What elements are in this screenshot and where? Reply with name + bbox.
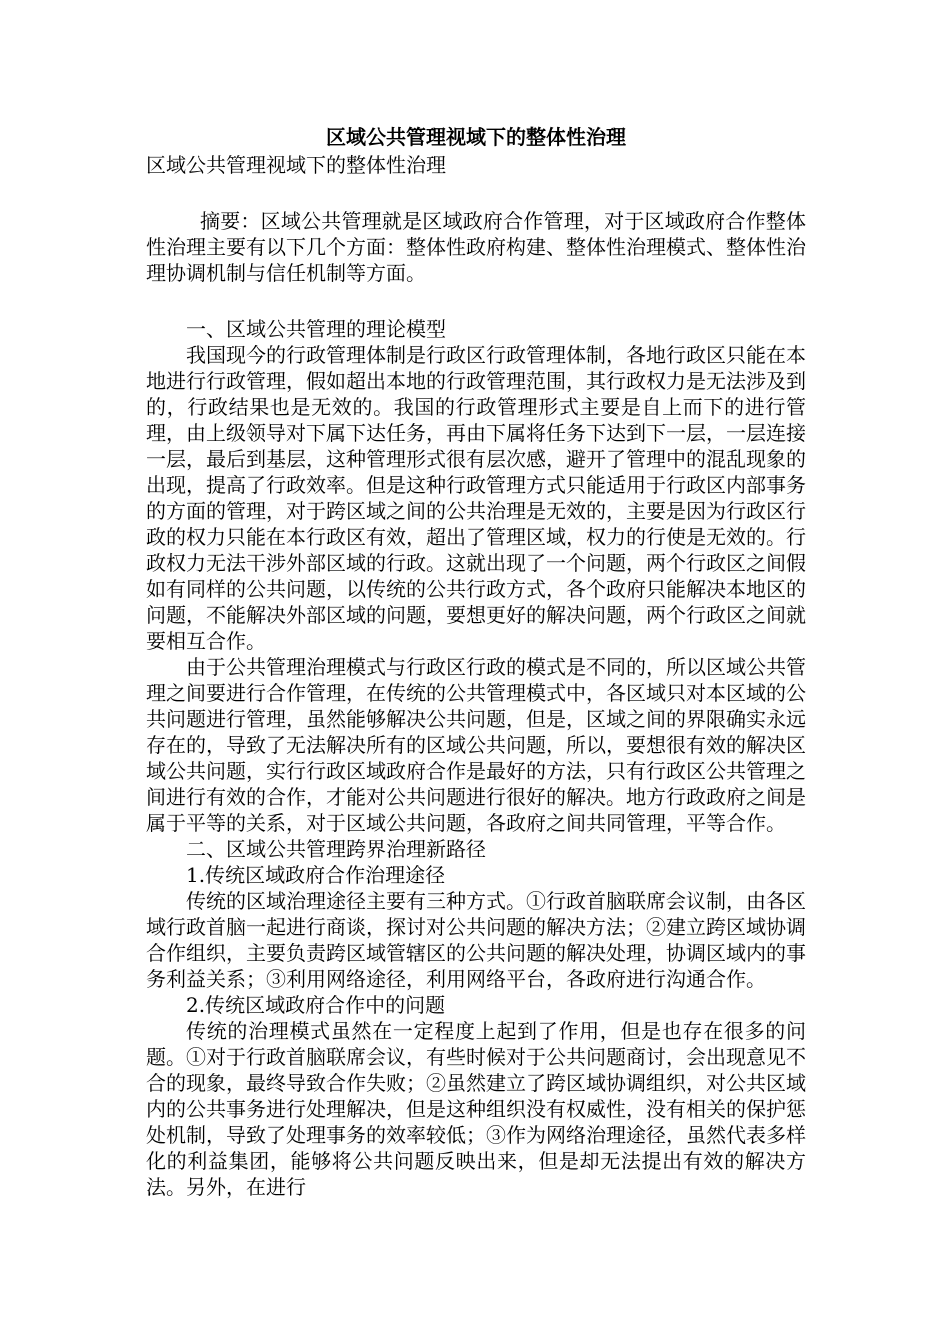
document-title: 区域公共管理视域下的整体性治理 [326, 125, 626, 149]
body-paragraph: 传统的治理模式虽然在一定程度上起到了作用，但是也存在很多的问题。①对于行政首脑联席会议，有些时候对于公共问题商讨，会出现意见不合的现象，最终导致合作失败；②虽然建立了跨区域协调组织，对公共区域内的公共事务进行处理解决，但是这种组织没有权威性，没有相关的保护惩处机制，导致了处理事务的效率较低；③作为网络治理途径，虽然代表多样化的利益集团，能够将公共问题反映出来，但是却无法提出有效的解决方法。另外，在进行 [146, 1019, 806, 1199]
body-paragraph: 传统的区域治理途径主要有三种方式。①行政首脑联席会议制，由各区域行政首脑一起进行商谈，探讨对公共问题的解决方法；②建立跨区域协调合作组织，主要负责跨区域管辖区的公共问题的解决处理，协调区域内的事务利益关系；③利用网络途径，利用网络平台，各政府进行沟通合作。 [146, 889, 806, 991]
subsection-heading-1: 1.传统区域政府合作治理途径 [186, 863, 446, 887]
document-page [146, 122, 806, 1200]
section-heading-1: 一、区域公共管理的理论模型 [186, 317, 446, 341]
paragraph-spacer [146, 286, 806, 316]
abstract-paragraph: 摘要：区域公共管理就是区域政府合作管理，对于区域政府合作整体性治理主要有以下几个方面：整体性政府构建、整体性治理模式、整体性治理协调机制与信任机制等方面。 [146, 209, 806, 285]
subsection-heading-2: 2.传统区域政府合作中的问题 [186, 993, 446, 1017]
document-subtitle: 区域公共管理视域下的整体性治理 [146, 153, 446, 177]
body-paragraph: 由于公共管理治理模式与行政区行政的模式是不同的，所以区域公共管理之间要进行合作管理，在传统的公共管理模式中，各区域只对本区域的公共问题进行管理，虽然能够解决公共问题，但是，区域之间的界限确实永远存在的，导致了无法解决所有的区域公共问题，所以，要想很有效的解决区域公共问题，实行行政区域政府合作是最好的方法，只有行政区公共管理之间进行有效的合作，才能对公共问题进行很好的解决。地方行政政府之间是属于平等的关系，对于区域公共问题，各政府之间共同管理，平等合作。 [146, 655, 806, 835]
body-paragraph: 我国现今的行政管理体制是行政区行政管理体制，各地行政区只能在本地进行行政管理，假如超出本地的行政管理范围，其行政权力是无法涉及到的，行政结果也是无效的。我国的行政管理形式主要是自上而下的进行管理，由上级领导对下属下达任务，再由下属将任务下达到下一层，一层连接一层，最后到基层，这种管理形式很有层次感，避开了管理中的混乱现象的出现，提高了行政效率。但是这种行政管理方式只能适用于行政区内部事务的方面的管理，对于跨区域之间的公共治理是无效的，主要是因为行政区行政的权力只能在本行政区有效，超出了管理区域，权力的行使是无效的。行政权力无法干涉外部区域的行政。这就出现了一个问题，两个行政区之间假如有同样的公共问题，以传统的公共行政方式，各个政府只能解决本地区的问题，不能解决外部区域的问题，要想更好的解决问题，两个行政区之间就要相互合作。 [146, 343, 806, 653]
section-heading-2: 二、区域公共管理跨界治理新路径 [186, 837, 486, 861]
